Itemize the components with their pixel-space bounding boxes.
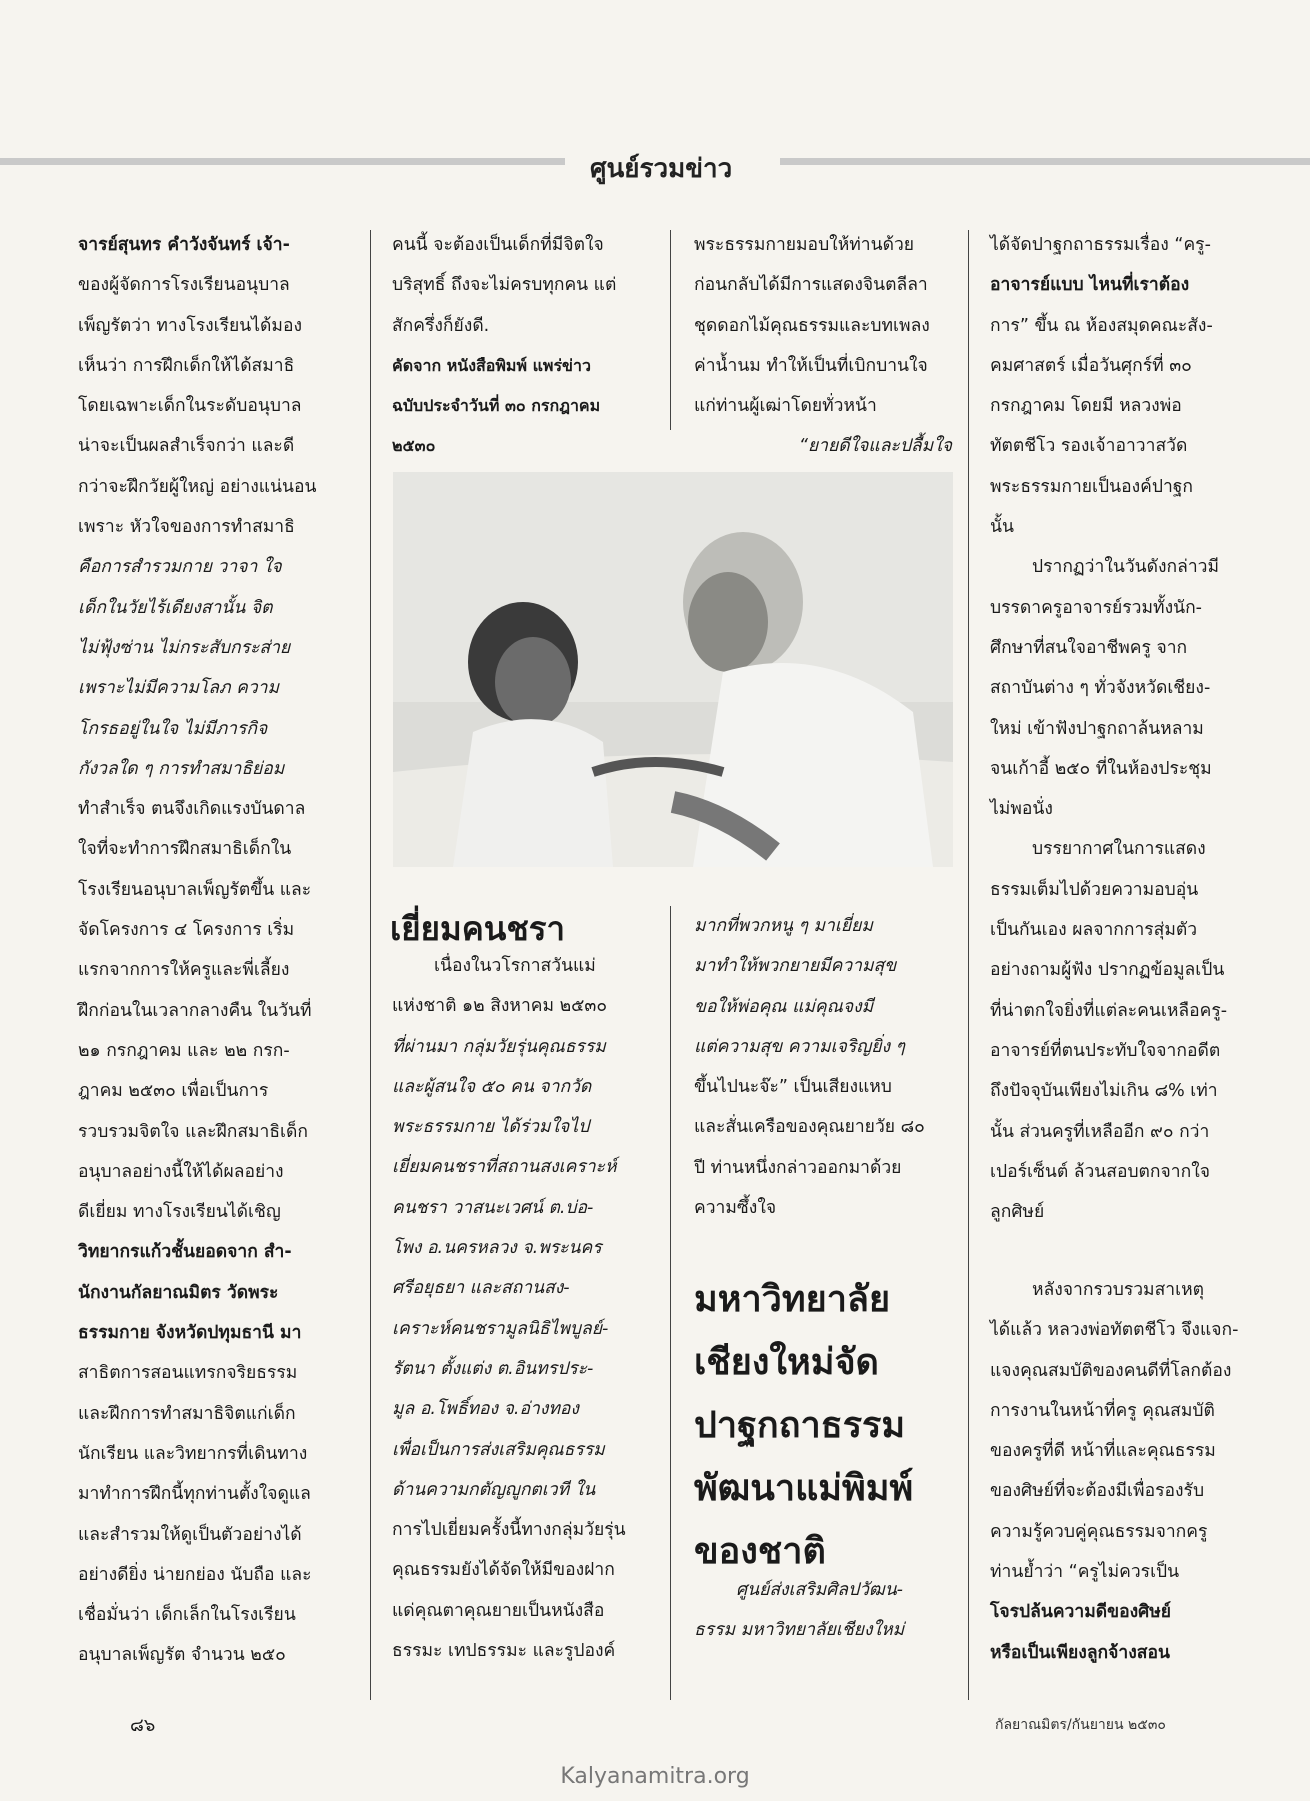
section-title: ศูนย์รวมข่าว bbox=[590, 154, 733, 184]
column-2-top bbox=[392, 225, 647, 467]
text-line: โกรธอยู่ในใจ ไม่มีภารกิจ bbox=[78, 718, 268, 739]
column-rule bbox=[670, 230, 671, 430]
byline-line: ศูนย์ส่งเสริมศิลปวัฒน- bbox=[736, 1580, 904, 1600]
text-line: เด็กในวัยไร้เดียงสานั้น จิต bbox=[78, 597, 273, 618]
text-line: ธรรมเต็มไปด้วยความอบอุ่น bbox=[990, 879, 1199, 900]
column-1 bbox=[78, 225, 348, 1676]
text-line: แด่คุณตาคุณยายเป็นหนังสือ bbox=[392, 1600, 605, 1621]
text-line: ฎาคม ๒๕๓๐ เพื่อเป็นการ bbox=[78, 1081, 269, 1102]
text-line: คมศาสตร์ เมื่อวันศุกร์ที่ ๓๐ bbox=[990, 355, 1192, 376]
text-line: คือการสำรวมกาย วาจา ใจ bbox=[78, 557, 282, 578]
text-line: ความซึ้งใจ bbox=[694, 1198, 777, 1219]
text-line: ขอให้พ่อคุณ แม่คุณจงมี bbox=[694, 996, 874, 1017]
text-line: อนุบาลเพ็ญรัต จำนวน ๒๕๐ bbox=[78, 1645, 286, 1666]
text-line: รัตนา ตั้งแต่ง ต.อินทรประ- bbox=[392, 1358, 594, 1379]
text-line: คุณธรรมยังได้จัดให้มีของฝาก bbox=[392, 1560, 615, 1581]
column-4 bbox=[990, 225, 1248, 1232]
column-rule bbox=[370, 230, 371, 1700]
text-line: ๒๑ กรกฎาคม และ ๒๒ กรก- bbox=[78, 1040, 290, 1061]
issue-label: กัลยาณมิตร/กันยายน ๒๕๓๐ bbox=[995, 1717, 1166, 1733]
text-line: อย่างถามผู้ฟัง ปรากฏข้อมูลเป็น bbox=[990, 960, 1225, 981]
text-line: พระธรรมกาย ได้ร่วมใจไป bbox=[392, 1117, 590, 1138]
text-line: แห่งชาติ ๑๒ สิงหาคม ๒๕๓๐ bbox=[392, 996, 608, 1017]
text-line: พระธรรมกายมอบให้ท่านด้วย bbox=[694, 235, 915, 255]
text-line: เพราะ หัวใจของการทำสมาธิ bbox=[78, 517, 295, 538]
byline-line: ธรรม มหาวิทยาลัยเชียงใหม่ bbox=[694, 1620, 905, 1641]
text-line: ทัตตชีโว รองเจ้าอาวาสวัด bbox=[990, 436, 1188, 457]
text-line: ความรู้ควบคู่คุณธรรมจากครู bbox=[990, 1521, 1208, 1542]
text-line: ค่าน้ำนม ทำให้เป็นที่เบิกบานใจ bbox=[694, 355, 928, 376]
text-line: เชื่อมั่นว่า เด็กเล็กในโรงเรียน bbox=[78, 1605, 296, 1626]
text-line: ธรรมะ เทปธรรมะ และรูปองค์ bbox=[392, 1641, 616, 1662]
text-line: ท่านย้ำว่า “ครูไม่ควรเป็น bbox=[990, 1562, 1180, 1583]
text-line: เป็นกันเอง ผลจากการสุ่มตัว bbox=[990, 920, 1198, 941]
text-line: กังวลใด ๆ การทำสมาธิย่อม bbox=[78, 758, 285, 779]
text-line: เพื่อเป็นการส่งเสริมคุณธรรม bbox=[392, 1439, 605, 1460]
text-line: มาทำการฝึกนี้ทุกท่านตั้งใจดูแล bbox=[78, 1484, 311, 1505]
text-line: ทำสำเร็จ ตนจึงเกิดแรงบันดาล bbox=[78, 799, 306, 820]
text-line: จารย์สุนทร คำวังจันทร์ เจ้า- bbox=[78, 235, 290, 255]
text-line: สถาบันต่าง ๆ ทั่วจังหวัดเชียง- bbox=[990, 678, 1211, 699]
text-line: โดยเฉพาะเด็กในระดับอนุบาล bbox=[78, 396, 302, 417]
text-line: ฝึกก่อนในเวลากลางคืน ในวันที่ bbox=[78, 1000, 312, 1021]
text-line: พระธรรมกายเป็นองค์ปาฐก bbox=[990, 476, 1194, 497]
text-line: บรรยากาศในการแสดง bbox=[1032, 839, 1206, 860]
headline-line: ของชาติ bbox=[694, 1531, 826, 1572]
text-line: แต่ความสุข ความเจริญยิ่ง ๆ bbox=[694, 1036, 905, 1057]
text-line: บริสุทธิ์ ถึงจะไม่ครบทุกคน แต่ bbox=[392, 275, 617, 296]
section-header bbox=[0, 148, 1310, 184]
text-line: ปี ท่านหนึ่งกล่าวออกมาด้วย bbox=[694, 1157, 902, 1178]
text-line: ไม่ฟุ้งซ่าน ไม่กระสับกระส่าย bbox=[78, 637, 291, 658]
text-line: มูล อ.โพธิ์ทอง จ.อ่างทอง bbox=[392, 1399, 579, 1420]
text-line: ศึกษาที่สนใจอาชีพครู จาก bbox=[990, 637, 1188, 658]
text-line: เพราะไม่มีความโลภ ความ bbox=[78, 678, 280, 699]
header-rule-right bbox=[780, 158, 1310, 165]
text-line: ศรีอยุธยา และสถานสง- bbox=[392, 1278, 570, 1299]
text-line: เนื่องในวโรกาสวันแม่ bbox=[434, 956, 596, 976]
headline-chiangmai-university bbox=[694, 1268, 956, 1583]
text-line: สักครึ่งก็ยังดี. bbox=[392, 315, 490, 336]
text-line: ได้แล้ว หลวงพ่อทัตตชีโว จึงแจก- bbox=[990, 1320, 1239, 1341]
text-line: กว่าจะฝึกวัยผู้ใหญ่ อย่างแน่นอน bbox=[78, 476, 317, 497]
text-line: รวบรวมจิตใจ และฝึกสมาธิเด็ก bbox=[78, 1121, 308, 1142]
text-line: โพง อ.นครหลวง จ.พระนคร bbox=[392, 1238, 602, 1259]
text-line: ของครูที่ดี หน้าที่และคุณธรรม bbox=[990, 1441, 1216, 1462]
headline-visit-elderly: เยี่ยมคนชรา bbox=[390, 909, 565, 948]
text-line: โจรปล้นความดีของศิษย์ bbox=[990, 1602, 1172, 1623]
text-line: เห็นว่า การฝึกเด็กให้ได้สมาธิ bbox=[78, 355, 295, 376]
text-line: และฝึกการทำสมาธิจิตแก่เด็ก bbox=[78, 1403, 296, 1424]
text-line: ก่อนกลับได้มีการแสดงจินตลีลา bbox=[694, 275, 928, 296]
text-line: ปรากฏว่าในวันดังกล่าวมี bbox=[1032, 557, 1220, 578]
text-line: บรรดาครูอาจารย์รวมทั้งนัก- bbox=[990, 597, 1202, 618]
headline-line: เชียงใหม่จัด bbox=[694, 1342, 879, 1383]
text-line: เคราะห์คนชรามูลนิธิไพบูลย์- bbox=[392, 1318, 609, 1339]
text-line: ขึ้นไปนะจ๊ะ” เป็นเสียงแหบ bbox=[694, 1077, 892, 1098]
text-line: ได้จัดปาฐกถาธรรมเรื่อง “ครู- bbox=[990, 235, 1211, 255]
text-line: หรือเป็นเพียงลูกจ้างสอน bbox=[990, 1642, 1170, 1663]
text-line: คนชรา วาสนะเวศน์ ต.บ่อ- bbox=[392, 1197, 594, 1218]
text-line: ที่ผ่านมา กลุ่มวัยรุ่นคุณธรรม bbox=[392, 1036, 606, 1057]
text-line: ใจที่จะทำการฝึกสมาธิเด็กใน bbox=[78, 839, 292, 860]
text-line: และผู้สนใจ ๕๐ คน จากวัด bbox=[392, 1076, 592, 1097]
text-line: นั้น bbox=[990, 517, 1014, 538]
text-line: จัดโครงการ ๔ โครงการ เริ่ม bbox=[78, 920, 295, 941]
source-credit: คัดจาก หนังสือพิมพ์ แพร่ข่าว bbox=[392, 355, 591, 375]
text-line: อาจารย์แบบ ไหนที่เราต้อง bbox=[990, 275, 1190, 296]
text-line: เพ็ญรัตว่า ทางโรงเรียนได้มอง bbox=[78, 315, 303, 336]
column-rule bbox=[670, 906, 671, 1700]
headline-line: มหาวิทยาลัย bbox=[694, 1279, 891, 1320]
header-rule-left bbox=[0, 158, 565, 165]
text-line: อย่างดียิ่ง น่ายกย่อง นับถือ และ bbox=[78, 1564, 312, 1585]
headline-line: พัฒนาแม่พิมพ์ bbox=[694, 1468, 914, 1509]
article2-column-3 bbox=[694, 906, 952, 1228]
article3-byline bbox=[694, 1570, 952, 1651]
text-line: มากที่พวกหนู ๆ มาเยี่ยม bbox=[694, 916, 873, 936]
text-line: นั้น ส่วนครูที่เหลืออีก ๙๐ กว่า bbox=[990, 1121, 1210, 1142]
text-line: อาจารย์ที่ตนประทับใจจากอดีต bbox=[990, 1040, 1221, 1061]
text-line: ของผู้จัดการโรงเรียนอนุบาล bbox=[78, 275, 290, 296]
text-line: กรกฎาคม โดยมี หลวงพ่อ bbox=[990, 396, 1182, 417]
photo-illustration bbox=[393, 472, 953, 867]
text-line: อนุบาลอย่างนี้ให้ได้ผลอย่าง bbox=[78, 1161, 284, 1182]
text-line: ของศิษย์ที่จะต้องมีเพื่อรองรับ bbox=[990, 1481, 1205, 1502]
text-line: นักงานกัลยาณมิตร วัดพระ bbox=[78, 1282, 279, 1303]
text-line: การไปเยี่ยมครั้งนี้ทางกลุ่มวัยรุ่น bbox=[392, 1520, 626, 1541]
text-line: และสั่นเครือของคุณยายวัย ๘๐ bbox=[694, 1117, 925, 1138]
text-line: ดีเยี่ยม ทางโรงเรียนได้เชิญ bbox=[78, 1202, 281, 1223]
source-credit: ๒๕๓๐ bbox=[392, 436, 436, 456]
news-photo bbox=[393, 472, 953, 867]
text-line: ใหม่ เข้าฟังปาฐกถาล้นหลาม bbox=[990, 718, 1204, 739]
page-number: ๘๖ bbox=[130, 1715, 156, 1736]
text-line: และสำรวมให้ดูเป็นตัวอย่างได้ bbox=[78, 1524, 302, 1545]
text-line: ที่น่าตกใจยิ่งที่แต่ละคนเหลือครู- bbox=[990, 1000, 1228, 1021]
text-line: แจงคุณสมบัติของคนดีที่โลกต้อง bbox=[990, 1360, 1232, 1381]
text-line: แรกจากการให้ครูและพี่เลี้ยง bbox=[78, 960, 290, 981]
column-rule bbox=[968, 230, 969, 1700]
text-line: น่าจะเป็นผลสำเร็จกว่า และดี bbox=[78, 436, 295, 457]
text-line: มาทำให้พวกยายมีความสุข bbox=[694, 956, 897, 977]
text-line: การ” ขึ้น ณ ห้องสมุดคณะสัง- bbox=[990, 315, 1213, 336]
text-line: โรงเรียนอนุบาลเพ็ญรัตขึ้น และ bbox=[78, 879, 312, 900]
text-line: ถึงปัจจุบันเพียงไม่เกิน ๘% เท่า bbox=[990, 1081, 1218, 1102]
text-line: ชุดดอกไม้คุณธรรมและบทเพลง bbox=[694, 315, 930, 336]
text-line: เปอร์เซ็นต์ ล้วนสอบตกจากใจ bbox=[990, 1161, 1210, 1182]
text-line: ธรรมกาย จังหวัดปทุมธานี มา bbox=[78, 1323, 302, 1344]
watermark: Kalyanamitra.org bbox=[560, 1764, 750, 1789]
text-line: นักเรียน และวิทยากรที่เดินทาง bbox=[78, 1443, 308, 1464]
source-credit: ฉบับประจำวันที่ ๓๐ กรกฎาคม bbox=[392, 396, 601, 416]
text-line: ไม่พอนั่ง bbox=[990, 799, 1053, 820]
text-line: ด้านความกตัญญูกตเวที ใน bbox=[392, 1479, 596, 1500]
text-line: คนนี้ จะต้องเป็นเด็กที่มีจิตใจ bbox=[392, 235, 604, 255]
text-line: “ยายดีใจและปลื้มใจ bbox=[798, 436, 952, 457]
article2-column-2 bbox=[392, 946, 647, 1671]
text-line: สาธิตการสอนแทรกจริยธรรม bbox=[78, 1363, 298, 1384]
headline-line: ปาฐกถาธรรม bbox=[694, 1405, 906, 1446]
text-line: หลังจากรวบรวมสาเหตุ bbox=[1032, 1280, 1204, 1300]
text-line: เยี่ยมคนชราที่สถานสงเคราะห์ bbox=[392, 1157, 617, 1178]
text-line: ลูกศิษย์ bbox=[990, 1202, 1045, 1223]
column-3-top bbox=[694, 225, 952, 467]
text-line: การงานในหน้าที่ครู คุณสมบัติ bbox=[990, 1400, 1215, 1421]
text-line: จนเก้าอี้ ๒๕๐ ที่ในห้องประชุม bbox=[990, 758, 1212, 779]
text-line: วิทยากรแก้วชั้นยอดจาก สำ- bbox=[78, 1242, 292, 1263]
article3-column-4 bbox=[990, 1270, 1248, 1673]
text-line: แก่ท่านผู้เฒ่าโดยทั่วหน้า bbox=[694, 396, 877, 417]
